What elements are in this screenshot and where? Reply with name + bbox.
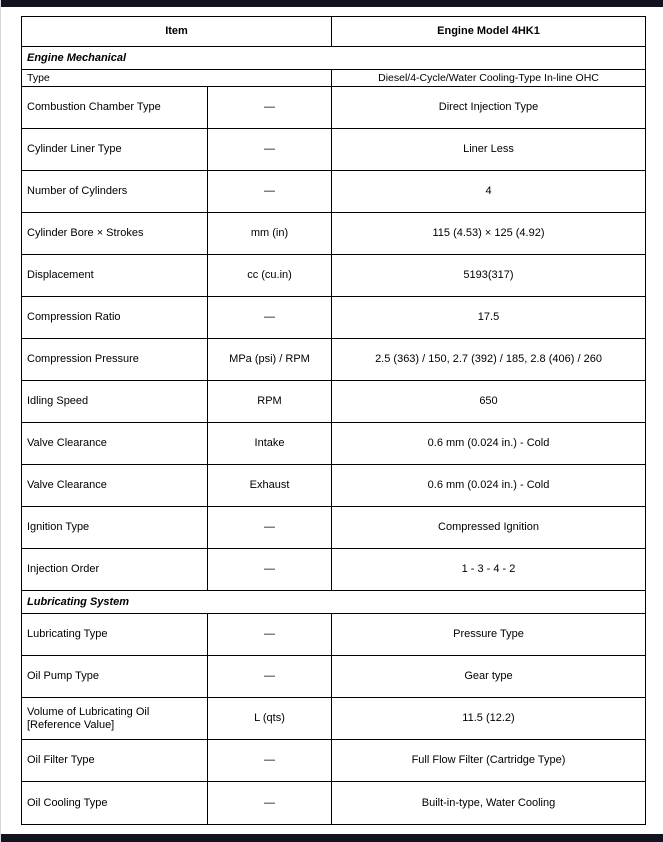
table-row — [22, 381, 645, 423]
row-label: Lubricating Type — [22, 614, 208, 655]
table-row — [22, 465, 645, 507]
table-row — [22, 614, 645, 656]
table-row — [22, 87, 645, 129]
row-value: Gear type — [464, 670, 513, 682]
row-value: 650 — [479, 395, 498, 407]
row-value: Liner Less — [463, 143, 514, 155]
row-label: Compression Ratio — [22, 297, 208, 338]
row-unit: — — [208, 129, 332, 170]
table-row — [22, 507, 645, 549]
row-value: Built-in-type, Water Cooling — [421, 796, 556, 809]
column-header-model: Engine Model 4HK1 — [437, 25, 540, 37]
row-label: Cylinder Bore × Strokes — [22, 213, 208, 254]
row-value: Compressed Ignition — [438, 521, 539, 533]
table-row — [22, 656, 645, 698]
row-unit: — — [208, 297, 332, 338]
row-unit: — — [208, 171, 332, 212]
section-row-engine-mechanical — [22, 47, 645, 70]
row-value: 0.6 mm (0.024 in.) - Cold — [427, 479, 550, 491]
row-value: 11.5 (12.2) — [462, 712, 515, 724]
row-value: 4 — [485, 185, 492, 197]
row-label: Oil Pump Type — [22, 656, 208, 697]
row-value: 17.5 — [477, 311, 500, 323]
table-row — [22, 698, 645, 740]
row-unit: — — [208, 87, 332, 128]
row-value: Full Flow Filter (Cartridge Type) — [411, 754, 566, 766]
section-title: Engine Mechanical — [27, 51, 127, 64]
row-label: Valve Clearance — [22, 465, 208, 506]
row-value: 1 - 3 - 4 - 2 — [461, 563, 516, 575]
row-value: Pressure Type — [453, 628, 524, 640]
row-label: Compression Pressure — [22, 339, 208, 380]
table-row — [22, 339, 645, 381]
row-label: Ignition Type — [22, 507, 208, 548]
table-row — [22, 213, 645, 255]
window-top-edge — [1, 0, 663, 7]
row-label: Valve Clearance — [22, 423, 208, 464]
engine-spec-table — [21, 16, 646, 825]
row-label: Oil Cooling Type — [22, 782, 208, 824]
row-unit: RPM — [208, 381, 332, 422]
table-row — [22, 171, 645, 213]
row-value: 2.5 (363) / 150, 2.7 (392) / 185, 2.8 (406) / 260 — [375, 353, 602, 365]
table-row — [22, 255, 645, 297]
row-label: Displacement — [22, 255, 208, 296]
row-unit: L (qts) — [208, 698, 332, 739]
row-value: Diesel/4-Cycle/Water Cooling-Type In-line OHC — [378, 71, 599, 84]
table-row — [22, 782, 645, 824]
row-unit: — — [208, 507, 332, 548]
table-row-type — [22, 70, 645, 87]
row-label: Volume of Lubricating Oil [Reference Value] — [22, 698, 208, 739]
table-row — [22, 297, 645, 339]
row-unit: — — [208, 782, 332, 824]
row-label: Injection Order — [22, 549, 208, 590]
table-row — [22, 549, 645, 591]
table-row — [22, 740, 645, 782]
row-unit: — — [208, 614, 332, 655]
row-unit: cc (cu.in) — [208, 255, 332, 296]
column-header-item: Item — [22, 17, 332, 46]
row-label: Idling Speed — [22, 381, 208, 422]
row-label: Type — [22, 70, 332, 86]
row-label: Cylinder Liner Type — [22, 129, 208, 170]
row-value: 0.6 mm (0.024 in.) - Cold — [427, 437, 550, 449]
row-label: Number of Cylinders — [22, 171, 208, 212]
row-unit: — — [208, 656, 332, 697]
table-header-row — [22, 17, 645, 47]
table-row — [22, 129, 645, 171]
row-label: Oil Filter Type — [22, 740, 208, 781]
row-unit: — — [208, 740, 332, 781]
row-unit: — — [208, 549, 332, 590]
window-bottom-edge — [1, 834, 663, 842]
row-unit: MPa (psi) / RPM — [208, 339, 332, 380]
section-title: Lubricating System — [27, 595, 130, 608]
table-row — [22, 423, 645, 465]
row-unit: mm (in) — [208, 213, 332, 254]
row-unit: Exhaust — [208, 465, 332, 506]
row-value: Direct Injection Type — [438, 101, 539, 113]
section-row-lubricating-system — [22, 591, 645, 614]
row-label: Combustion Chamber Type — [22, 87, 208, 128]
row-value: 115 (4.53) × 125 (4.92) — [432, 227, 545, 239]
row-value: 5193(317) — [463, 269, 514, 281]
row-unit: Intake — [208, 423, 332, 464]
